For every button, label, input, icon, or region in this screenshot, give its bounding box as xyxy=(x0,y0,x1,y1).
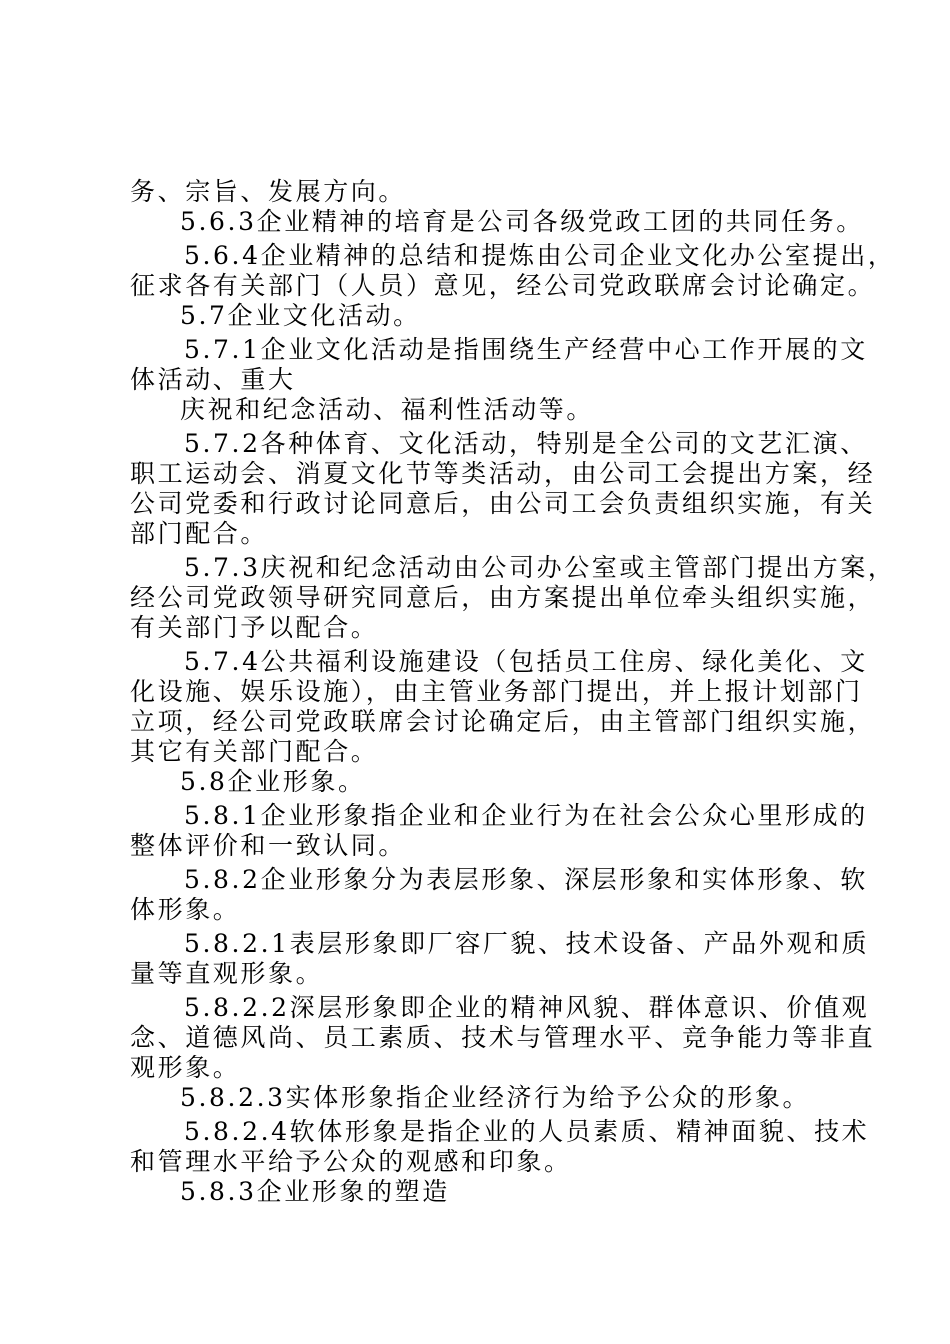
text-line: 和管理水平给予公众的观感和印象。 xyxy=(130,1147,572,1176)
text-line: 5.7.2各种体育、文化活动，特别是全公司的文艺汇演、 xyxy=(184,429,868,458)
text-line: 化设施、娱乐设施），由主管业务部门提出，并上报计划部门 xyxy=(130,677,863,706)
text-line: 部门配合。 xyxy=(130,519,269,548)
text-line: 5.7企业文化活动。 xyxy=(180,301,421,330)
text-line: 体形象。 xyxy=(130,895,241,924)
text-line: 量等直观形象。 xyxy=(130,959,324,988)
text-line: 体活动、重大 xyxy=(130,365,296,394)
text-line: 务、宗旨、发展方向。 xyxy=(130,177,407,206)
text-line: 5.8.1企业形象指企业和企业行为在社会公众心里形成的 xyxy=(184,801,868,830)
text-line: 5.8.2.2深层形象即企业的精神风貌、群体意识、价值观 xyxy=(184,993,870,1022)
text-line: 公司党委和行政讨论同意后，由公司工会负责组织实施，有关 xyxy=(130,489,876,518)
text-line: 5.8.2.1表层形象即厂容厂貌、技术设备、产品外观和质 xyxy=(184,929,870,958)
text-line: 念、道德风尚、员工素质、技术与管理水平、竞争能力等非直 xyxy=(130,1023,876,1052)
text-line: 有关部门予以配合。 xyxy=(130,613,379,642)
text-line: 5.7.1企业文化活动是指围绕生产经营中心工作开展的文 xyxy=(184,335,868,364)
text-line: 整体评价和一致认同。 xyxy=(130,831,407,860)
text-line: 5.8企业形象。 xyxy=(180,767,366,796)
text-line: 职工运动会、消夏文化节等类活动，由公司工会提出方案，经 xyxy=(130,459,876,488)
text-line: 观形象。 xyxy=(130,1053,241,1082)
text-line: 5.8.2.4软体形象是指企业的人员素质、精神面貌、技术 xyxy=(184,1117,870,1146)
text-line: 5.7.4公共福利设施建设（包括员工住房、绿化美化、文 xyxy=(184,647,868,676)
text-line: 5.8.2.3实体形象指企业经济行为给予公众的形象。 xyxy=(180,1083,811,1112)
text-line: 其它有关部门配合。 xyxy=(130,737,379,766)
text-line: 庆祝和纪念活动、福利性活动等。 xyxy=(180,395,595,424)
text-line: 5.8.3企业形象的塑造 xyxy=(180,1177,450,1206)
text-line: 5.7.3庆祝和纪念活动由公司办公室或主管部门提出方案， xyxy=(184,553,896,582)
text-line: 征求各有关部门（人员）意见，经公司党政联席会讨论确定。 xyxy=(130,271,876,300)
text-line: 5.6.4企业精神的总结和提炼由公司企业文化办公室提出， xyxy=(184,241,896,270)
text-line: 5.8.2企业形象分为表层形象、深层形象和实体形象、软 xyxy=(184,865,868,894)
text-line: 经公司党政领导研究同意后，由方案提出单位牵头组织实施， xyxy=(130,583,876,612)
text-line: 立项，经公司党政联席会讨论确定后，由主管部门组织实施， xyxy=(130,707,876,736)
text-line: 5.6.3企业精神的培育是公司各级党政工团的共同任务。 xyxy=(180,207,864,236)
